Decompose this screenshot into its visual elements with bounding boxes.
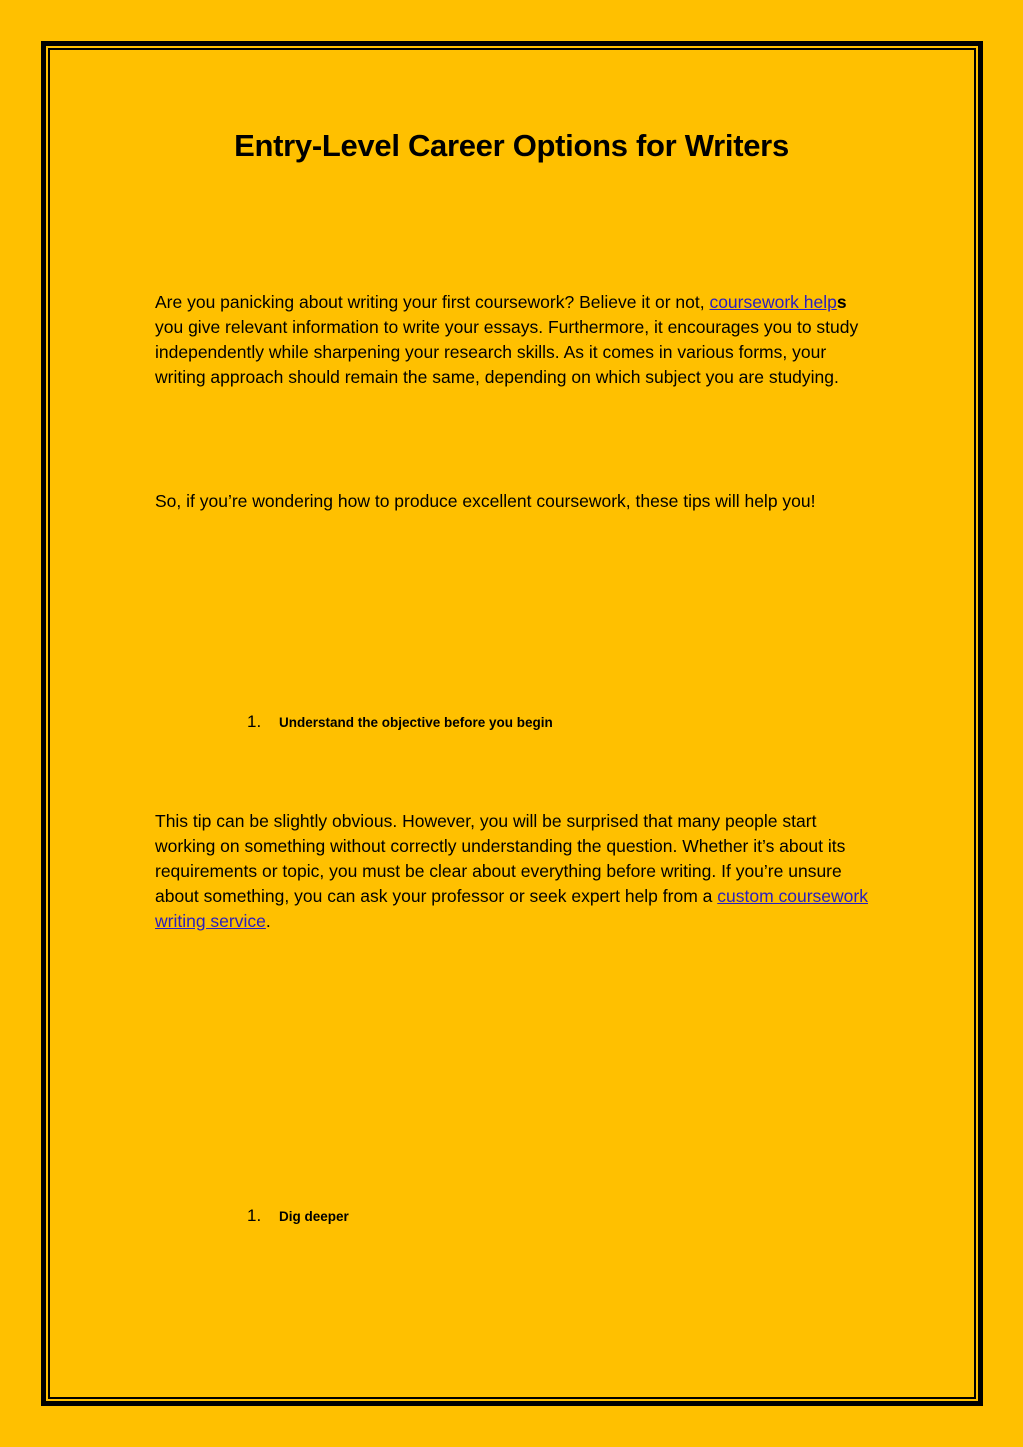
section-heading-understand-objective [247, 712, 553, 732]
custom-coursework-writing-service-link[interactable]: custom coursework writing service [155, 886, 868, 931]
intro-paragraph [155, 290, 875, 390]
list-number: 1. [247, 1206, 262, 1225]
section-body-text: This tip can be slightly obvious. However, you will be surprised that many people start working on something without correctly understanding the question. Whether it’s about its requirements or topic, you must be clear about everything before writing. If you’re unsure about something, you can ask your professor or seek expert help from a [155, 811, 846, 906]
section-heading-dig-deeper [247, 1206, 349, 1226]
document-title: Entry-Level Career Options for Writers [234, 128, 789, 163]
intro-bold-suffix: s [836, 292, 847, 312]
coursework-help-link[interactable]: coursework help [709, 292, 837, 312]
tips-intro-paragraph: So, if you’re wondering how to produce excellent coursework, these tips will help you! [155, 491, 816, 511]
list-number: 1. [247, 712, 262, 731]
section-body-end: . [265, 911, 271, 931]
section-heading-text: Dig deeper [279, 1209, 349, 1224]
intro-text-start: Are you panicking about writing your first coursework? Believe it or not, [155, 292, 710, 312]
section-heading-text: Understand the objective before you begin [279, 715, 553, 730]
section-body-understand-objective [155, 809, 875, 934]
intro-text-end: you give relevant information to write your essays. Furthermore, it encourages you to study independently while sharpening your research skills. As it comes in various forms, your writing approach should remain the same, depending on which subject you are studying. [155, 317, 859, 387]
